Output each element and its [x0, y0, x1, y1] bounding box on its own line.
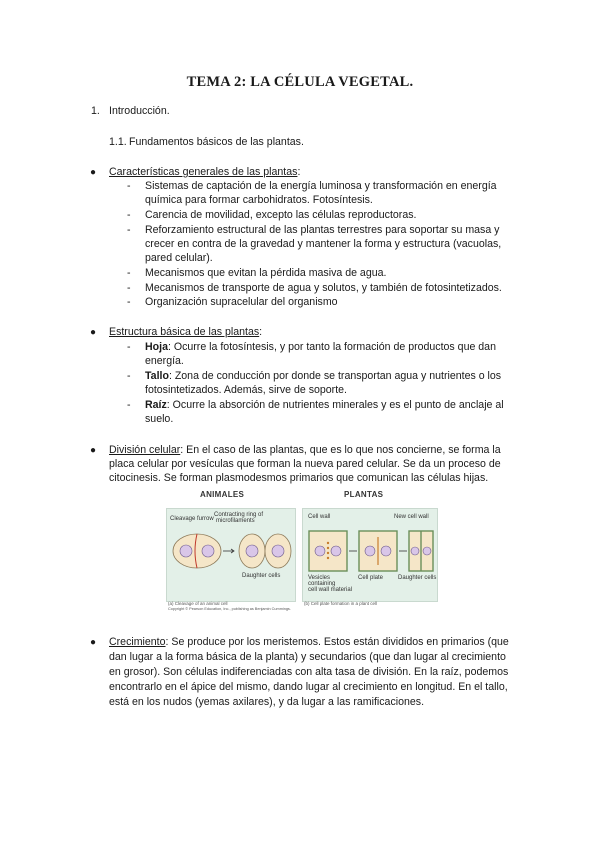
- label-daughter-cells-animal: Daughter cells: [242, 573, 281, 579]
- list-item-cont: química para formar carbohidratos. Fotosíntesis.: [145, 194, 373, 206]
- division-paragraph-line: citocinesis. Se forman plasmodesmos primarios que comunican las células hijas.: [109, 472, 489, 484]
- list-item: Carencia de movilidad, excepto las células reproductoras.: [145, 209, 417, 221]
- label-contracting-ring: Contracting ring of: [214, 512, 264, 518]
- label-vesicles-2: containing: [308, 581, 336, 587]
- list-item: Sistemas de captación de la energía luminosa y transformación en energía: [145, 180, 497, 192]
- label-vesicles: Vesicles: [308, 575, 331, 581]
- cell-division-figure: [166, 487, 436, 613]
- bullet-icon: ●: [90, 637, 97, 648]
- list-item: Organización supracelular del organismo: [145, 296, 338, 308]
- intro-number: 1.: [91, 105, 100, 117]
- raiz-item-cont: suelo.: [145, 413, 174, 425]
- caracteristicas-heading: Características generales de las plantas:: [109, 166, 301, 178]
- bullet-icon: ●: [90, 327, 97, 338]
- bullet-icon: ●: [90, 445, 97, 456]
- subsection-number: 1.1.: [109, 136, 127, 148]
- crecimiento-paragraph-line: está en los nudos (yemas axilares), y da lugar a las ramificaciones.: [109, 696, 425, 708]
- crecimiento-paragraph-line: en grosor). Son células indiferenciadas con alta tasa de división. En la raíz, podemos: [109, 666, 509, 678]
- label-cell-plate: Cell plate: [358, 575, 384, 581]
- subsection-heading: Fundamentos básicos de las plantas.: [129, 136, 304, 148]
- tallo-item-cont: fotosintetizados. Además, sirve de soporte.: [145, 384, 347, 396]
- label-new-cell-wall: New cell wall: [394, 514, 429, 520]
- list-item: Mecanismos que evitan la pérdida masiva de agua.: [145, 267, 387, 279]
- label-microfilaments: microfilaments: [216, 518, 255, 524]
- figure-heading-plantas: PLANTAS: [344, 490, 384, 499]
- dash-icon: -: [127, 224, 131, 236]
- intro-heading: Introducción.: [109, 105, 170, 117]
- division-paragraph-line: placa celular por vesículas que forman la nueva pared celular. Se da un proceso de: [109, 458, 501, 470]
- dash-icon: -: [127, 296, 131, 308]
- page-title: TEMA 2: LA CÉLULA VEGETAL.: [186, 74, 414, 90]
- crecimiento-paragraph-line: dan lugar a la forma básica de la planta) y secundarios (que dan lugar al crecimiento: [109, 651, 506, 663]
- crecimiento-paragraph: Crecimiento: Se produce por los meristemos. Estos están divididos en primarios (que: [109, 636, 509, 648]
- figure-copyright: Copyright © Pearson Education, Inc., publishing as Benjamin Cummings.: [168, 607, 291, 611]
- hoja-item: Hoja: Ocurre la fotosíntesis, y por tanto la formación de productos que dan: [145, 341, 496, 353]
- caption-animal: (a) Cleavage of an animal cell: [168, 601, 228, 606]
- list-item-cont: pared celular).: [145, 252, 213, 264]
- tallo-item: Tallo: Zona de conducción por donde se transportan agua y nutrientes o los: [145, 370, 502, 382]
- list-item: Mecanismos de transporte de agua y solutos, y también de fotosintetizados.: [145, 282, 502, 294]
- dash-icon: -: [127, 209, 131, 221]
- label-vesicles-3: cell wall material: [308, 587, 353, 593]
- caption-plant: (b) Cell plate formation in a plant cell: [304, 601, 378, 606]
- raiz-item: Raíz: Ocurre la absorción de nutrientes minerales y es el punto de anclaje al: [145, 399, 504, 411]
- dash-icon: -: [127, 180, 131, 192]
- list-item: Reforzamiento estructural de las plantas terrestres para soportar su masa y: [145, 224, 500, 236]
- label-daughter-cells-plant: Daughter cells: [398, 575, 437, 581]
- dash-icon: -: [127, 282, 131, 294]
- list-item-cont: crecer en contra de la gravedad y mantener la forma y estructura (vacuolas,: [145, 238, 502, 250]
- division-paragraph: División celular: En el caso de las plantas, que es lo que nos concierne, se forma la: [109, 444, 501, 456]
- crecimiento-paragraph-line: encontrarlo en el ápice del mismo, dando lugar al crecimiento en longitud. En el tallo,: [109, 681, 508, 693]
- hoja-item-cont: energía.: [145, 355, 184, 367]
- bullet-icon: ●: [90, 167, 97, 178]
- figure-heading-animales: ANIMALES: [200, 490, 245, 499]
- estructura-heading: Estructura básica de las plantas:: [109, 326, 263, 338]
- label-cleavage-furrow: Cleavage furrow: [170, 516, 214, 522]
- label-cell-wall: Cell wall: [308, 514, 331, 520]
- dash-icon: -: [127, 341, 131, 353]
- dash-icon: -: [127, 399, 131, 411]
- dash-icon: -: [127, 370, 131, 382]
- dash-icon: -: [127, 267, 131, 279]
